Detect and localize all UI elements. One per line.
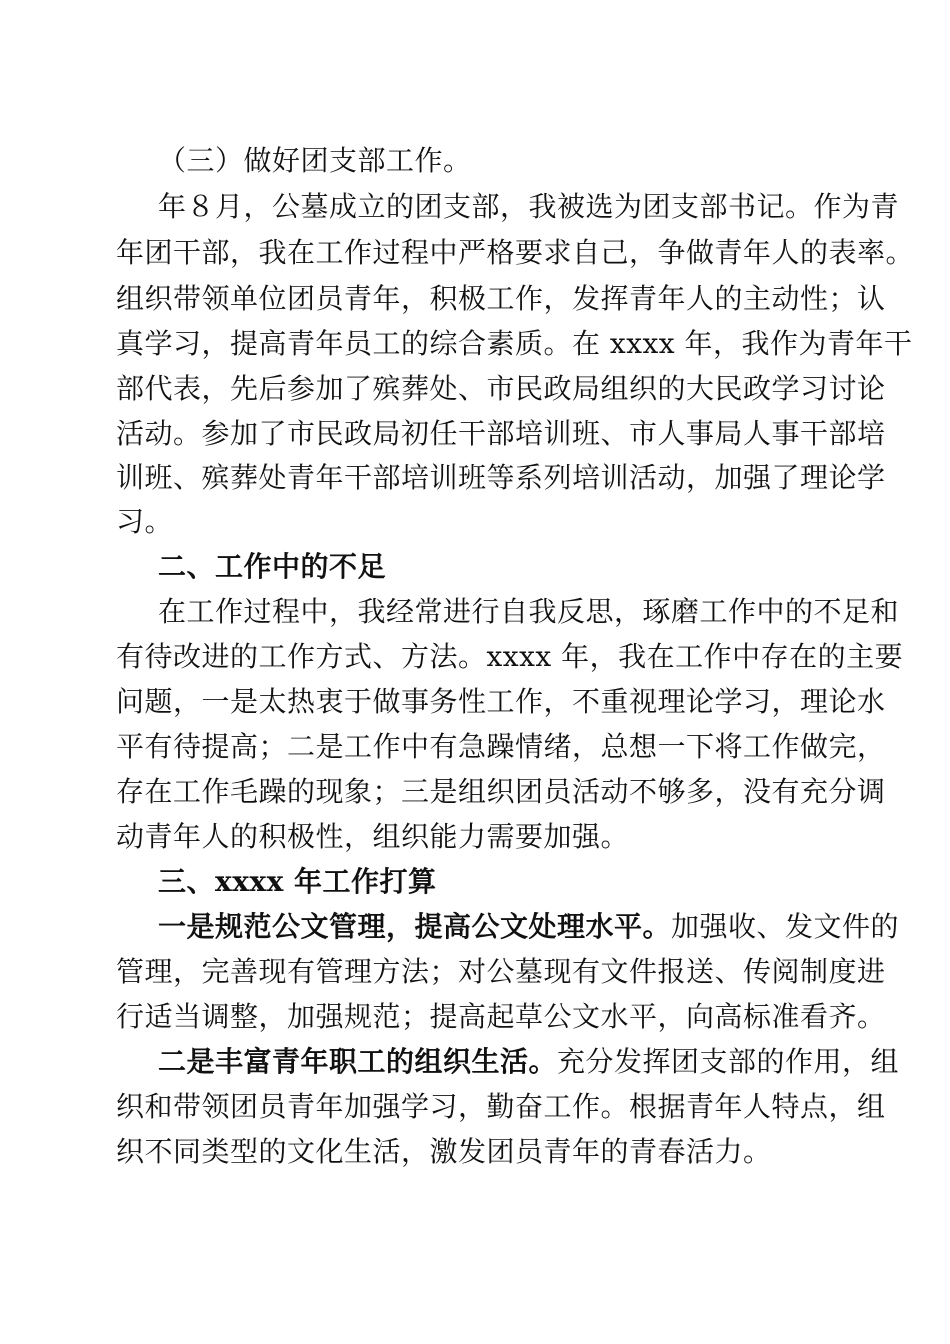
paragraph-line: 管理，完善现有管理方法；对公墓现有文件报送、传阅制度进 [116,955,886,988]
paragraph-line: 行适当调整，加强规范；提高起草公文水平，向高标准看齐。 [116,1000,886,1033]
paragraph-line: 组织带领单位团员青年，积极工作，发挥青年人的主动性；认 [116,282,886,315]
section-heading-3: 三、xxxx 年工作打算 [158,865,437,898]
paragraph-line: 活动。参加了市民政局初任干部培训班、市人事局人事干部培 [116,417,886,450]
paragraph-line: 平有待提高；二是工作中有急躁情绪，总想一下将工作做完， [116,730,886,763]
paragraph-line: 年８月，公墓成立的团支部，我被选为团支部书记。作为青 [158,190,900,223]
paragraph-lead: 一是规范公文管理，提高公文处理水平。 [158,910,672,943]
paragraph-line: 有待改进的工作方式、方法。xxxx 年，我在工作中存在的主要 [116,640,904,673]
paragraph-line [158,1039,898,1085]
paragraph-lead: 二是丰富青年职工的组织生活。 [158,1045,558,1078]
paragraph-line: 真学习，提高青年员工的综合素质。在 xxxx 年，我作为青年干 [116,327,913,360]
paragraph-text: 充分发挥团支部的作用，组 [557,1045,900,1078]
paragraph-line: 织和带领团员青年加强学习，勤奋工作。根据青年人特点，组 [116,1090,886,1123]
paragraph-line: 训班、殡葬处青年干部培训班等系列培训活动，加强了理论学 [116,461,886,494]
paragraph-line: 在工作过程中，我经常进行自我反思，琢磨工作中的不足和 [158,595,900,628]
section-heading-2: 二、工作中的不足 [158,550,387,583]
paragraph-line: 动青年人的积极性，组织能力需要加强。 [116,820,630,853]
paragraph-line [158,904,898,950]
paragraph-line: 存在工作毛躁的现象；三是组织团员活动不够多，没有充分调 [116,775,886,808]
paragraph-text: 加强收、发文件的 [671,910,900,943]
paragraph-line: 部代表，先后参加了殡葬处、市民政局组织的大民政学习讨论 [116,372,886,405]
subsection-heading-3: （三）做好团支部工作。 [158,144,472,177]
paragraph-line: 问题，一是太热衷于做事务性工作，不重视理论学习，理论水 [116,685,886,718]
paragraph-line: 织不同类型的文化生活，激发团员青年的青春活力。 [116,1135,772,1168]
paragraph-line: 习。 [116,505,174,538]
paragraph-line: 年团干部，我在工作过程中严格要求自己，争做青年人的表率。 [116,236,915,269]
